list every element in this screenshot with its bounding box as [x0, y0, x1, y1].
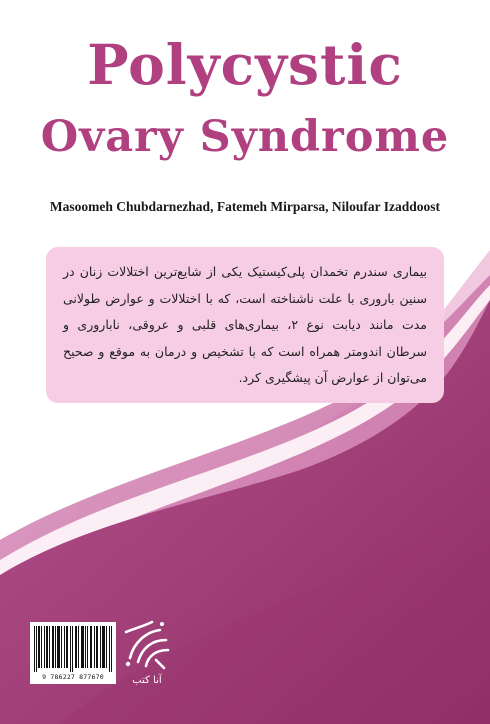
title-line-2: Ovary Syndrome	[40, 112, 450, 162]
publisher-logo	[116, 618, 178, 692]
barcode	[30, 622, 116, 684]
description-text: بیماری سندرم تخمدان پلی‌کیستیک یکی از شایع‌ترین اختلالات زنان در سنین باروری با علت ناشناخته است، که با اختلالات و عوارض طولانی مدت مانند دیابت نوع ۲، بیماری‌های قلبی و عروقی، ناباروری و سرطان اندومتر همراه است که با تشخیص و درمان به موقع و صحیح می‌توان از عوارض آن پیشگیری کرد.	[63, 264, 427, 385]
description-box	[46, 247, 444, 403]
barcode-bars	[34, 626, 112, 672]
publisher-name: آنا کتب	[132, 675, 162, 686]
authors-line: Masoomeh Chubdarnezhad, Fatemeh Mirparsa, Niloufar Izaddoost	[49, 199, 441, 214]
barcode-number: 9 786227 877670	[42, 673, 104, 681]
publisher-logo-icon	[116, 618, 178, 676]
title-line-1: Polycystic	[87, 32, 403, 97]
